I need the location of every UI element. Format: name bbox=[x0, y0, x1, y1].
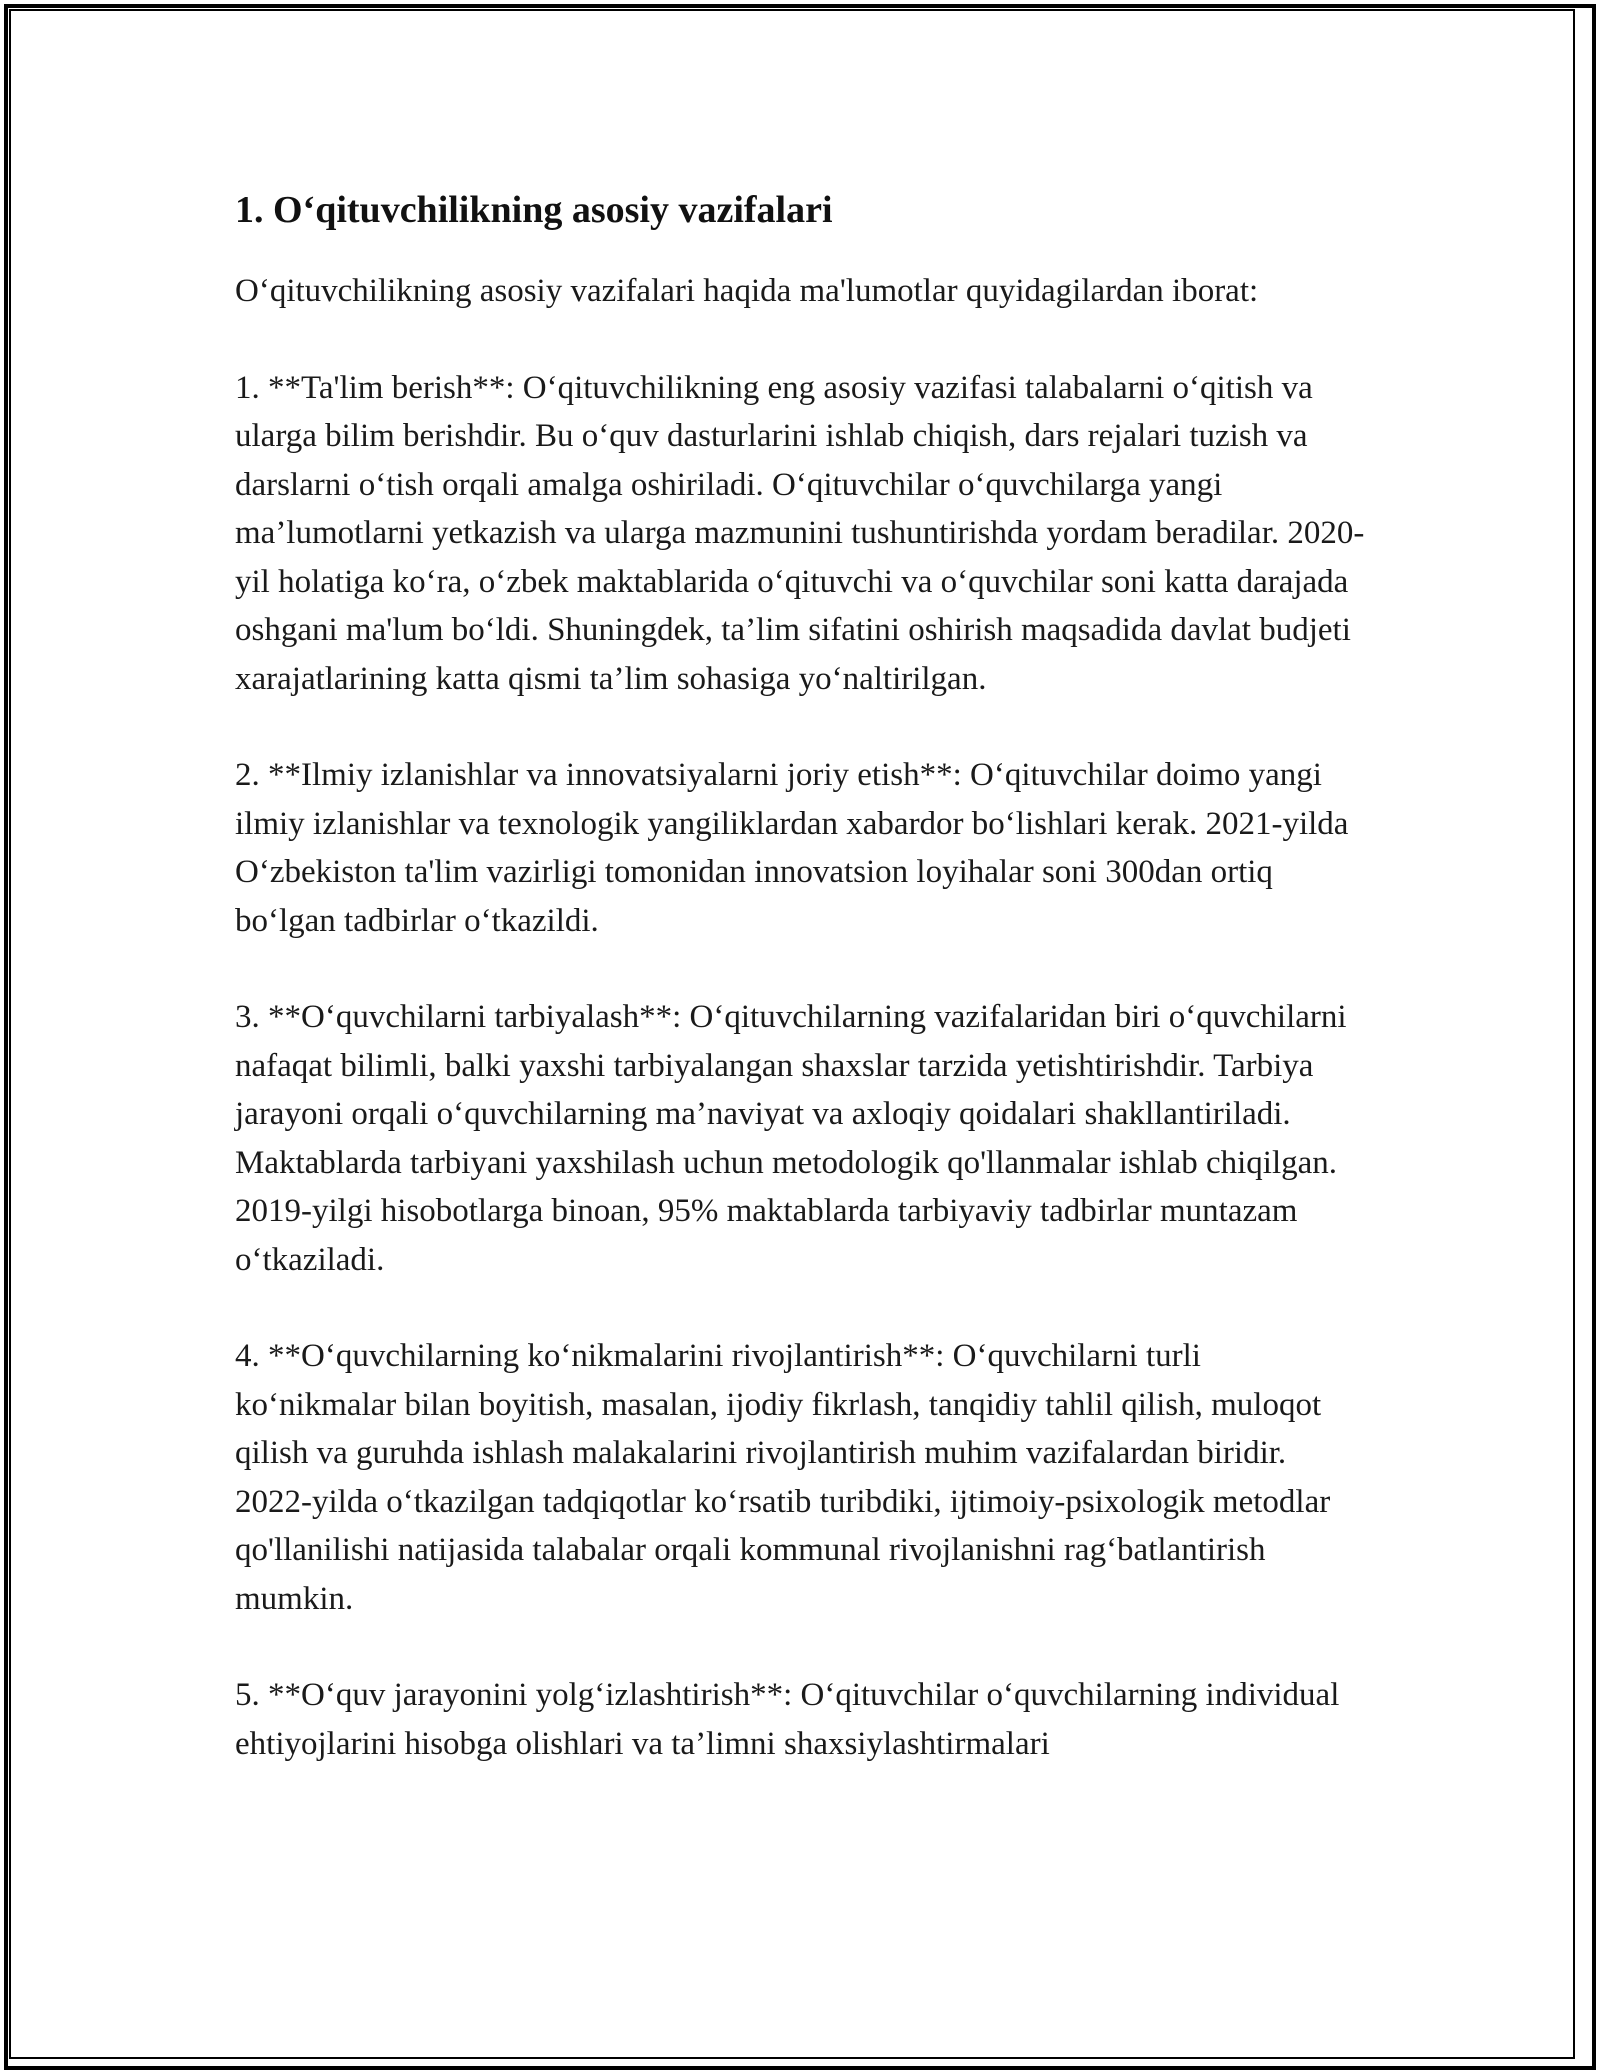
section-heading: 1. O‘qituvchilikning asosiy vazifalari bbox=[235, 189, 833, 231]
paragraph-item-5: 5. **O‘quv jarayonini yolg‘izlashtirish**: O‘qituvchilar o‘quvchilarning individual ehtiyojlarini hisobga olishlari va ta’limni shaxsiylashtirmalari bbox=[235, 1677, 1340, 1762]
intro-paragraph: O‘qituvchilikning asosiy vazifalari haqida ma'lumotlar quyidagilardan iborat: bbox=[235, 273, 1259, 309]
paragraph-item-1: 1. **Ta'lim berish**: O‘qituvchilikning eng asosiy vazifasi talabalarni o‘qitish va ularga bilim berishdir. Bu o‘quv dasturlarini ishlab chiqish, dars rejalari tuzish va darslarni o‘tish orqali amalga oshiriladi. O‘qituvchilar o‘quvchilarga yangi ma’lumotlarni yetkazish va ularga mazmunini tushuntirishda yordam beradilar. 2020-yil holatiga ko‘ra, o‘zbek maktablarida o‘qituvchi va o‘quvchilar soni katta darajada oshgani ma'lum bo‘ldi. Shuningdek, ta’lim sifatini oshirish maqsadida davlat budjeti xarajatlarining katta qismi ta’lim sohasiga yo‘naltirilgan. bbox=[235, 369, 1365, 697]
paragraph-item-2: 2. **Ilmiy izlanishlar va innovatsiyalarni joriy etish**: O‘qituvchilar doimo yangi ilmiy izlanishlar va texnologik yangiliklardan xabardor bo‘lishlari kerak. 2021-yilda O‘zbekiston ta'lim vazirligi tomonidan innovatsion loyihalar soni 300dan ortiq bo‘lgan tadbirlar o‘tkazildi. bbox=[235, 757, 1349, 939]
document-body bbox=[235, 186, 1365, 1816]
paragraph-item-3: 3. **O‘quvchilarni tarbiyalash**: O‘qituvchilarning vazifalaridan biri o‘quvchilarni nafaqat bilimli, balki yaxshi tarbiyalangan shaxslar tarzida yetishtirishdir. Tarbiya jarayoni orqali o‘quvchilarning ma’naviyat va axloqiy qoidalari shakllantiriladi. Maktablarda tarbiyani yaxshilash uchun metodologik qo'llanmalar ishlab chiqilgan. 2019-yilgi hisobotlarga binoan, 95% maktablarda tarbiyaviy tadbirlar muntazam o‘tkaziladi. bbox=[235, 999, 1347, 1278]
paragraph-item-4: 4. **O‘quvchilarning ko‘nikmalarini rivojlantirish**: O‘quvchilarni turli ko‘nikmalar bilan boyitish, masalan, ijodiy fikrlash, tanqidiy tahlil qilish, muloqot qilish va guruhda ishlash malakalarini rivojlantirish muhim vazifalardan biridir. 2022-yilda o‘tkazilgan tadqiqotlar ko‘rsatib turibdiki, ijtimoiy-psixologik metodlar qo'llanilishi natijasida talabalar orqali kommunal rivojlanishni rag‘batlantirish mumkin. bbox=[235, 1338, 1331, 1617]
